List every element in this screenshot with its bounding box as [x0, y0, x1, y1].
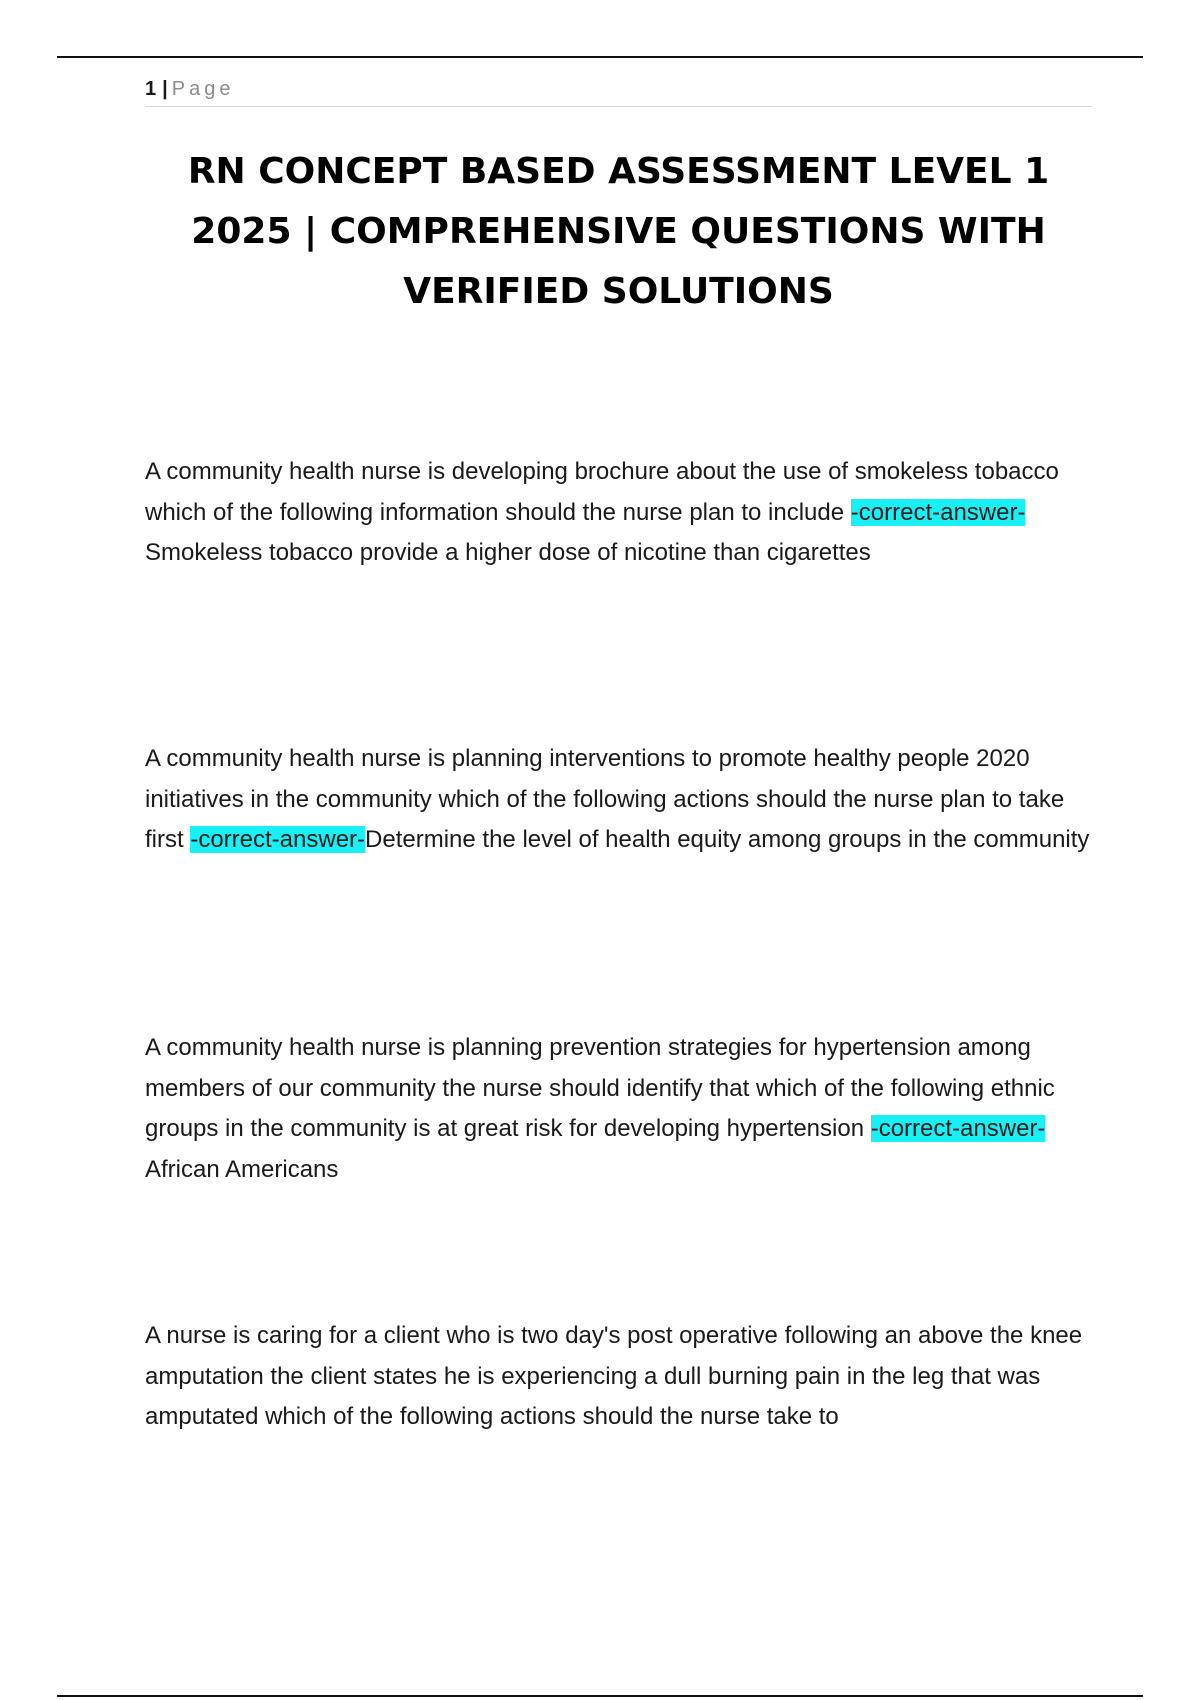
page-separator: |	[162, 78, 168, 100]
question-text: A nurse is caring for a client who is two day's post operative following an above the knee amputation the client states he is experiencing a dull burning pain in the leg that was amputated which of the following actions should the nurse take to	[145, 1322, 1083, 1430]
qa-item-2	[145, 739, 1090, 861]
document-title: RN CONCEPT BASED ASSESSMENT LEVEL 1 2025 | COMPREHENSIVE QUESTIONS WITH VERIFIED SOLUTIONS	[187, 151, 1050, 312]
question-text: A community health nurse is planning interventions to promote healthy people 2020 initiatives in the community which of the following actions should the nurse plan to take first	[145, 745, 1065, 853]
qa-item-3	[145, 1028, 1090, 1190]
answer-text: African Americans	[145, 1155, 339, 1183]
page-word: Page	[171, 78, 235, 100]
top-rule	[57, 56, 1143, 58]
question-text: A community health nurse is developing brochure about the use of smokeless tobacco which of the following information should the nurse plan to include	[145, 458, 1059, 526]
answer-text: Determine the level of health equity among groups in the community	[365, 826, 1090, 853]
correct-answer-marker: -correct-answer-	[870, 1115, 1046, 1142]
answer-text: Smokeless tobacco provide a higher dose of nicotine than cigarettes	[145, 539, 871, 566]
question-text: A community health nurse is planning prevention strategies for hypertension among members of our community the nurse should identify that which of the following ethnic groups in the community is at great risk for developing hypertension	[145, 1034, 1055, 1142]
qa-item-1	[145, 452, 1090, 574]
correct-answer-marker: -correct-answer-	[850, 498, 1026, 526]
qa-item-4	[145, 1316, 1090, 1438]
page-number: 1	[145, 78, 157, 100]
page-header	[145, 76, 1092, 107]
bottom-rule	[57, 1695, 1143, 1697]
correct-answer-marker: -correct-answer-	[190, 826, 366, 853]
